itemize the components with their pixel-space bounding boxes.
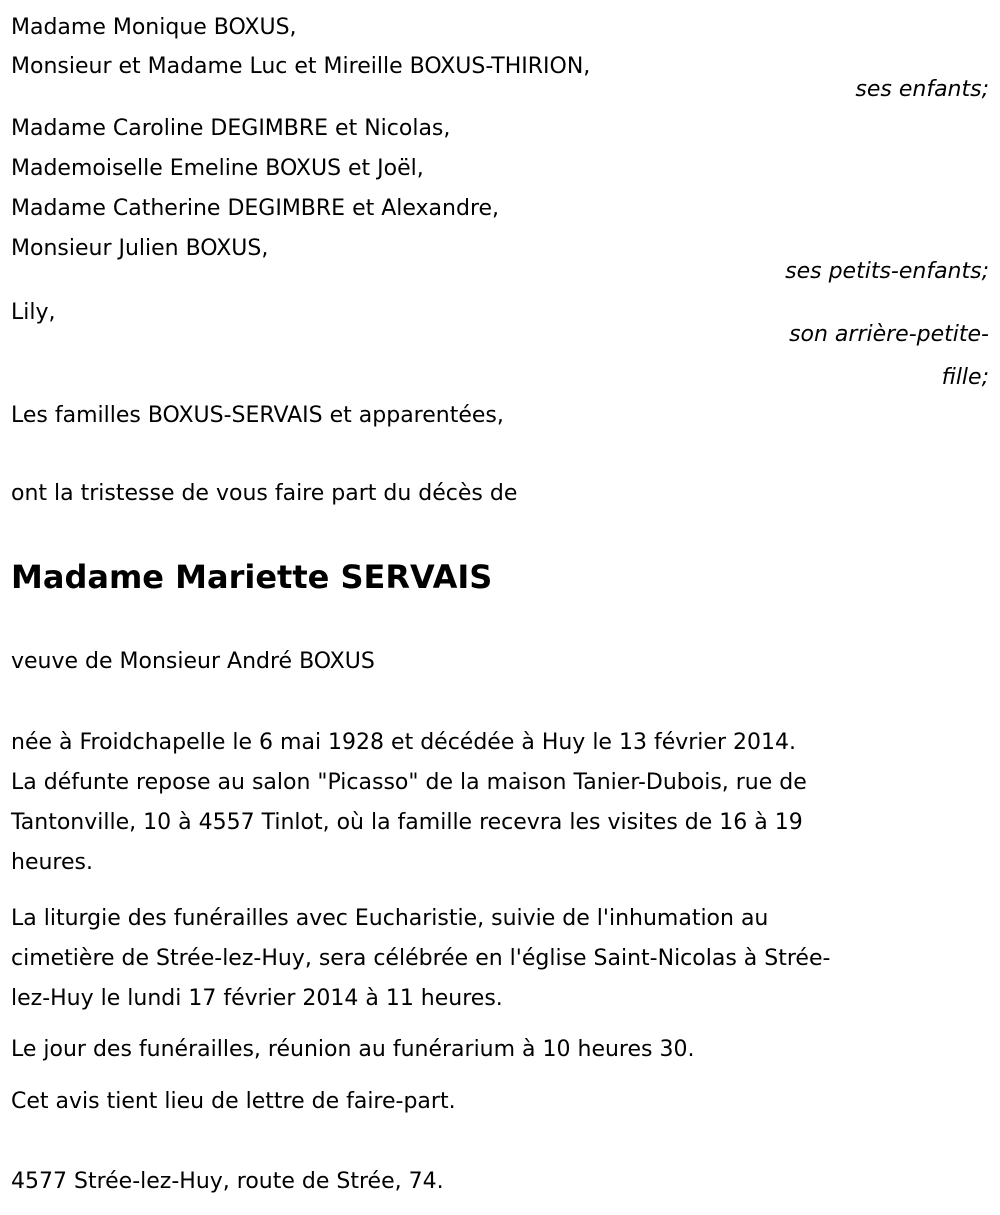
child-line: Monsieur et Madame Luc et Mireille BOXUS-THIRION, [11,54,591,79]
liturgy-line: La liturgie des funérailles avec Eucharistie, suivie de l'inhumation au [11,906,769,931]
children-label: ses enfants; [855,77,989,102]
address: 4577 Strée-lez-Huy, route de Strée, 74. [11,1169,444,1194]
visitation-line: Tantonville, 10 à 4557 Tinlot, où la famille recevra les visites de 16 à 19 [11,810,803,835]
grandchildren-label: ses petits-enfants; [785,259,989,284]
notice: Cet avis tient lieu de lettre de faire-part. [11,1089,456,1114]
families: Les familles BOXUS-SERVAIS et apparentées, [11,403,504,428]
meeting: Le jour des funérailles, réunion au funérarium à 10 heures 30. [11,1037,695,1062]
deceased-name: Madame Mariette SERVAIS [11,558,493,596]
great-grandchild-label: fille; [941,365,989,390]
announcement: ont la tristesse de vous faire part du décès de [11,481,518,506]
visitation-line: heures. [11,850,93,875]
birth-death: née à Froidchapelle le 6 mai 1928 et décédée à Huy le 13 février 2014. [11,730,796,755]
great-grandchild-label: son arrière-petite- [789,322,989,347]
great-grandchild: Lily, [11,300,56,325]
child-line: Madame Monique BOXUS, [11,15,297,40]
grandchild-line: Madame Catherine DEGIMBRE et Alexandre, [11,196,500,221]
liturgy-line: cimetière de Strée-lez-Huy, sera célébrée en l'église Saint-Nicolas à Strée- [11,946,831,971]
grandchild-line: Mademoiselle Emeline BOXUS et Joël, [11,156,424,181]
grandchild-line: Monsieur Julien BOXUS, [11,236,269,261]
grandchild-line: Madame Caroline DEGIMBRE et Nicolas, [11,116,451,141]
widow-of: veuve de Monsieur André BOXUS [11,649,375,674]
liturgy-line: lez-Huy le lundi 17 février 2014 à 11 heures. [11,986,503,1011]
visitation-line: La défunte repose au salon "Picasso" de la maison Tanier-Dubois, rue de [11,770,807,795]
